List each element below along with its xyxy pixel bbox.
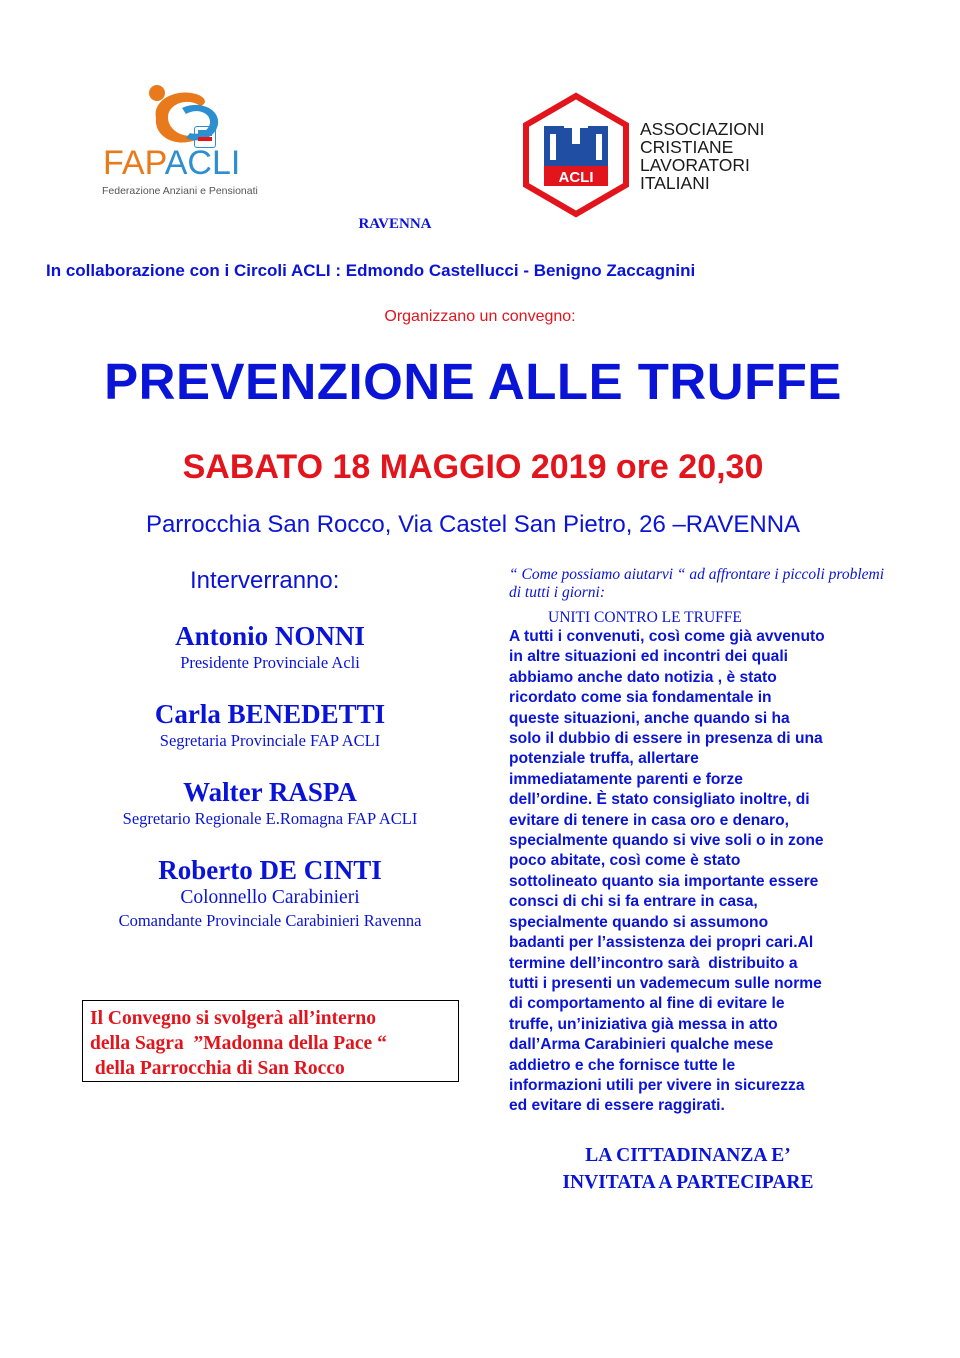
speaker-item bbox=[60, 776, 480, 830]
collaboration-line: In collaborazione con i Circoli ACLI : Edmondo Castellucci - Benigno Zaccagnini bbox=[46, 261, 696, 280]
speaker-role: Presidente Provinciale Acli bbox=[180, 653, 360, 672]
speaker-role-secondary: Comandante Provinciale Carabinieri Ravenna bbox=[118, 911, 422, 930]
acli-name bbox=[640, 120, 764, 192]
article-quote: “ Come possiamo aiutarvi “ ad affrontare i piccoli problemi di tutti i giorni: bbox=[509, 566, 885, 601]
event-title: PREVENZIONE ALLE TRUFFE bbox=[104, 353, 842, 410]
fap-acli-wordmark bbox=[103, 145, 240, 181]
speaker-item bbox=[60, 854, 480, 932]
article-motto: UNITI CONTRO LE TRUFFE bbox=[548, 609, 742, 626]
speaker-role: Segretario Regionale E.Romagna FAP ACLI bbox=[122, 809, 418, 828]
speaker-role: Colonnello Carabinieri bbox=[180, 887, 360, 908]
acli-name-line: CRISTIANE bbox=[640, 137, 734, 157]
event-venue: Parrocchia San Rocco, Via Castel San Pietro, 26 –RAVENNA bbox=[145, 511, 801, 538]
fap-wordmark-part: FAP bbox=[103, 144, 165, 182]
speaker-name: Carla BENEDETTI bbox=[154, 699, 386, 729]
acli-name-line: ITALIANI bbox=[640, 173, 710, 193]
speakers-heading: Interverranno: bbox=[190, 567, 340, 594]
speaker-item bbox=[60, 620, 480, 674]
speaker-name: Antonio NONNI bbox=[175, 621, 365, 651]
invitation-text: LA CITTADINANZA E’ INVITATA A PARTECIPARE bbox=[562, 1145, 814, 1193]
notice-text: Il Convegno si svolgerà all’interno della Sagra ”Madonna della Pace “ della Parrocchia di San Rocco bbox=[90, 1008, 387, 1079]
acli-name-line: ASSOCIAZIONI bbox=[640, 119, 765, 139]
fap-swirl-icon bbox=[134, 78, 234, 150]
speaker-name: Roberto DE CINTI bbox=[158, 855, 382, 885]
fap-subtitle: Federazione Anziani e Pensionati bbox=[102, 185, 258, 197]
city-label: RAVENNA bbox=[358, 216, 432, 232]
acli-badge-label: ACLI bbox=[558, 169, 594, 186]
speaker-name: Walter RASPA bbox=[183, 777, 357, 807]
speaker-role: Segretaria Provinciale FAP ACLI bbox=[159, 731, 381, 750]
organize-line: Organizzano un convegno: bbox=[384, 308, 576, 325]
acli-hexagon-icon bbox=[520, 92, 632, 218]
speaker-item bbox=[60, 698, 480, 752]
acli-name-line: LAVORATORI bbox=[640, 155, 750, 175]
acli-wordmark-part: ACLI bbox=[164, 144, 241, 182]
event-date: SABATO 18 MAGGIO 2019 ore 20,30 bbox=[182, 448, 764, 486]
article-body: A tutti i convenuti, così come già avvenuto in altre situazioni ed incontri dei quali abbiamo anche dato notizia , è stato ricordato come sia fondamentale in queste situazioni, anche quando si ha solo il dubbio di essere in presenza di una potenziale truffa, allertare immediatamente parenti e forze dell’ordine. È stato consigliato inoltre, di evitare di tenere in casa oro e denaro, specialmente quando si vive soli o in zone poco abitate, così come è stato sottolineato quanto sia importante essere consci di chi si fa entrare in casa, specialmente quando si assumono badanti per l’assistenza dei propri cari.Al termine dell’incontro sarà distribuito a tutti i presenti un vademecum sulle norme di comportamento al fine di evitare le truffe, un’iniziativa già messa in atto dall’Arma Carabinieri qualche mese addietro e che fornisce tutte le informazioni utili per vivere in sicurezza ed evitare di essere raggirati. bbox=[509, 628, 825, 1115]
